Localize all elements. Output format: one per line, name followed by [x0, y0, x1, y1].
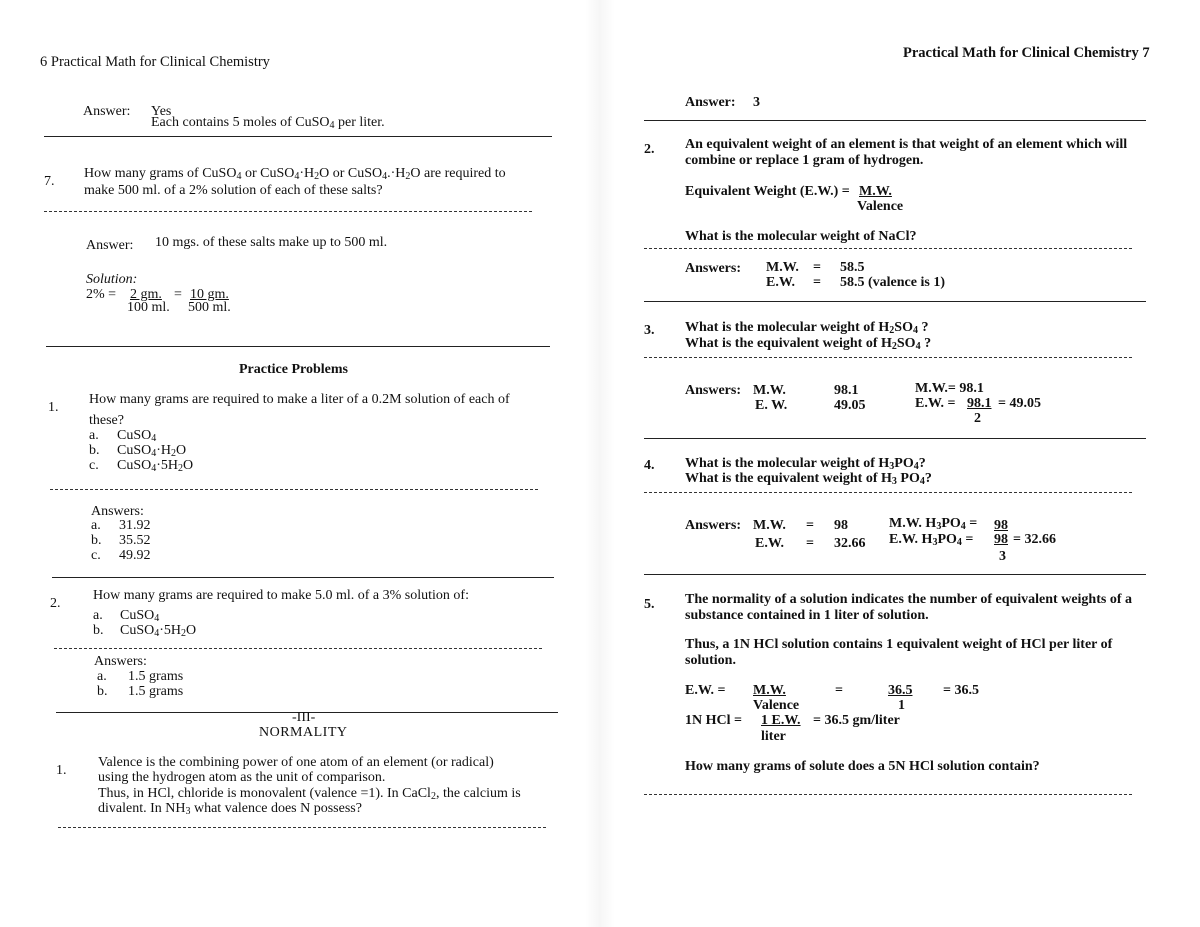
- dashed-rule: [44, 211, 532, 212]
- problem-number: 1.: [48, 400, 59, 415]
- answer-letter: a.: [91, 518, 101, 533]
- solution-label: Solution:: [86, 272, 138, 287]
- answer-label: Answer:: [86, 238, 134, 253]
- fraction-numerator: 1 E.W.: [761, 713, 801, 728]
- answer-line: Each contains 5 moles of CuSO$_4$ per liter.: [151, 115, 385, 131]
- section-rule: [46, 346, 550, 347]
- question-number: 4.: [644, 458, 655, 473]
- dashed-rule: [644, 794, 1132, 795]
- text-line: solution.: [685, 653, 736, 668]
- answer-value: 31.92: [119, 518, 151, 533]
- mw-label: M.W.: [753, 383, 786, 398]
- question-number: 3.: [644, 323, 655, 338]
- problem-number: 2.: [50, 596, 61, 611]
- answer-value: 1.5 grams: [128, 669, 184, 684]
- option-text: $CuSO_4\cdot H_2O$: [117, 443, 187, 459]
- dashed-rule: [644, 248, 1132, 249]
- section-rule: [44, 136, 552, 137]
- fraction-denominator: liter: [761, 729, 786, 744]
- question-line: combine or replace 1 gram of hydrogen.: [685, 153, 924, 168]
- question-line: An equivalent weight of an element is that weight of an element which will: [685, 137, 1128, 152]
- section-rule: [52, 577, 554, 578]
- ew-value: 32.66: [834, 536, 866, 551]
- option-text: CuSO$_4$: [120, 608, 160, 624]
- calc-result: = 36.5: [943, 683, 979, 698]
- fraction-denominator: 500 ml.: [188, 300, 231, 315]
- question-line: What is the molecular weight of $H_2SO_4$ ?: [685, 320, 929, 336]
- answers-label: Answers:: [685, 383, 741, 398]
- text-line: Thus, in HCl, chloride is monovalent (valence =1). In CaCl$_2$, the calcium is: [98, 786, 521, 802]
- answer-text: 10 mgs. of these salts make up to 500 ml.: [155, 235, 388, 250]
- answer-value: 1.5 grams: [128, 684, 184, 699]
- option-text: CuSO$_4$: [117, 428, 157, 444]
- section-rule: [644, 301, 1146, 302]
- text-line: divalent. In $NH_3$ what valence does N possess?: [98, 801, 362, 817]
- calc-result: = 32.66: [1013, 532, 1056, 547]
- answer-letter: c.: [91, 548, 101, 563]
- calc-denominator: 3: [999, 549, 1006, 564]
- mw-value: 98.1: [834, 383, 859, 398]
- question-line: What is the equivalent weight of $H_2SO_4$ ?: [685, 336, 932, 352]
- section-numeral: -III-: [292, 710, 316, 725]
- mw-label: M.W.: [766, 260, 799, 275]
- equals-sign: =: [174, 287, 182, 302]
- calc-prefix: E.W. $H_3PO_4$ =: [889, 532, 974, 548]
- question-text: What is the molecular weight of NaCl?: [685, 229, 917, 244]
- fraction-numerator: 10 gm.: [190, 287, 229, 302]
- answers-label: Answers:: [685, 261, 741, 276]
- answers-label: Answers:: [685, 518, 741, 533]
- normality-label: 1N HCl =: [685, 713, 742, 728]
- dashed-rule: [58, 827, 546, 828]
- problem-line: How many grams are required to make 5.0 ml. of a 3% solution of:: [93, 588, 469, 603]
- problem-line: these?: [89, 413, 124, 428]
- calc-line: M.W.= 98.1: [915, 381, 984, 396]
- section-title: NORMALITY: [259, 725, 348, 740]
- section-rule: [644, 438, 1146, 439]
- mw-value: 58.5: [840, 260, 865, 275]
- ew-value: 58.5 (valence is 1): [840, 275, 945, 290]
- section-rule: [644, 120, 1146, 121]
- solution-prefix: 2% =: [86, 287, 117, 302]
- answer-letter: b.: [91, 533, 102, 548]
- question-number: 7.: [44, 174, 55, 189]
- page-header-left: 6 Practical Math for Clinical Chemistry: [40, 54, 270, 70]
- answer-line: Yes: [151, 104, 172, 119]
- equals-sign: =: [813, 260, 821, 275]
- answer-letter: b.: [97, 684, 108, 699]
- text-line: using the hydrogen atom as the unit of comparison.: [98, 770, 386, 785]
- problem-line: How many grams are required to make a liter of a 0.2M solution of each of: [89, 392, 510, 407]
- answer-label: Answer:: [83, 104, 131, 119]
- question-line: make 500 ml. of a 2% solution of each of these salts?: [84, 183, 383, 198]
- calc-denominator: 2: [974, 411, 981, 426]
- fraction-denominator: 1: [898, 698, 905, 713]
- dashed-rule: [50, 489, 538, 490]
- question-number: 5.: [644, 597, 655, 612]
- mw-label: M.W.: [753, 518, 786, 533]
- text-line: The normality of a solution indicates the number of equivalent weights of a: [685, 592, 1132, 607]
- text-line: Valence is the combining power of one atom of an element (or radical): [98, 755, 494, 770]
- option-letter: a.: [93, 608, 103, 623]
- calc-numerator: 98: [994, 518, 1008, 533]
- answer-value: 35.52: [119, 533, 151, 548]
- calc-result: = 36.5 gm/liter: [813, 713, 900, 728]
- fraction-denominator: Valence: [753, 698, 800, 713]
- fraction-denominator: 100 ml.: [127, 300, 170, 315]
- question-line: What is the molecular weight of $H_3PO_4$?: [685, 456, 926, 472]
- option-letter: c.: [89, 458, 99, 473]
- page-header-right: Practical Math for Clinical Chemistry 7: [903, 45, 1150, 61]
- option-letter: b.: [93, 623, 104, 638]
- calc-numerator: 98: [994, 532, 1008, 547]
- fraction-numerator: M.W.: [753, 683, 786, 698]
- question-number: 2.: [644, 142, 655, 157]
- formula-numerator: M.W.: [859, 184, 892, 199]
- right-page: [600, 0, 1200, 927]
- ew-formula-label: E.W. =: [685, 683, 726, 698]
- fraction-numerator: 2 gm.: [130, 287, 162, 302]
- answer-label: Answer:: [685, 95, 736, 110]
- ew-label: E. W.: [755, 398, 788, 413]
- text-line: Thus, a 1N HCl solution contains 1 equivalent weight of HCl per liter of: [685, 637, 1113, 652]
- text-line: substance contained in 1 liter of solution.: [685, 608, 929, 623]
- calc-prefix: M.W. $H_3PO_4$ =: [889, 516, 978, 532]
- calc-result: = 49.05: [998, 396, 1041, 411]
- equals-sign: =: [806, 518, 814, 533]
- ew-label: E.W.: [755, 536, 785, 551]
- answers-label: Answers:: [94, 654, 147, 669]
- answers-label: Answers:: [91, 504, 144, 519]
- fraction-numerator: 36.5: [888, 683, 913, 698]
- dashed-rule: [644, 357, 1132, 358]
- equals-sign: =: [806, 536, 814, 551]
- formula-denominator: Valence: [857, 199, 904, 214]
- answer-letter: a.: [97, 669, 107, 684]
- question-line: What is the equivalent weight of $H_3$ $PO_4$?: [685, 471, 932, 487]
- equals-sign: =: [813, 275, 821, 290]
- question-line: How many grams of CuSO$_4$ or $CuSO_4\cdot H_2O$ or $CuSO_4.\cdot H_2O$ are required to: [84, 166, 506, 182]
- practice-problems-title: Practice Problems: [239, 362, 348, 377]
- answer-value: 3: [753, 95, 760, 110]
- question-text: How many grams of solute does a 5N HCl solution contain?: [685, 759, 1040, 774]
- section-rule: [644, 574, 1146, 575]
- calc-numerator: 98.1: [967, 396, 992, 411]
- option-letter: b.: [89, 443, 100, 458]
- ew-value: 49.05: [834, 398, 866, 413]
- option-text: $CuSO_4\cdot 5H_2O$: [120, 623, 197, 639]
- option-letter: a.: [89, 428, 99, 443]
- option-text: $CuSO_4\cdot 5H_2O$: [117, 458, 194, 474]
- answer-value: 49.92: [119, 548, 151, 563]
- formula-label: Equivalent Weight (E.W.) =: [685, 184, 850, 199]
- item-number: 1.: [56, 763, 67, 778]
- calc-prefix: E.W. =: [915, 396, 956, 411]
- mw-value: 98: [834, 518, 848, 533]
- equals-sign: =: [835, 683, 843, 698]
- dashed-rule: [644, 492, 1132, 493]
- dashed-rule: [54, 648, 542, 649]
- ew-label: E.W.: [766, 275, 796, 290]
